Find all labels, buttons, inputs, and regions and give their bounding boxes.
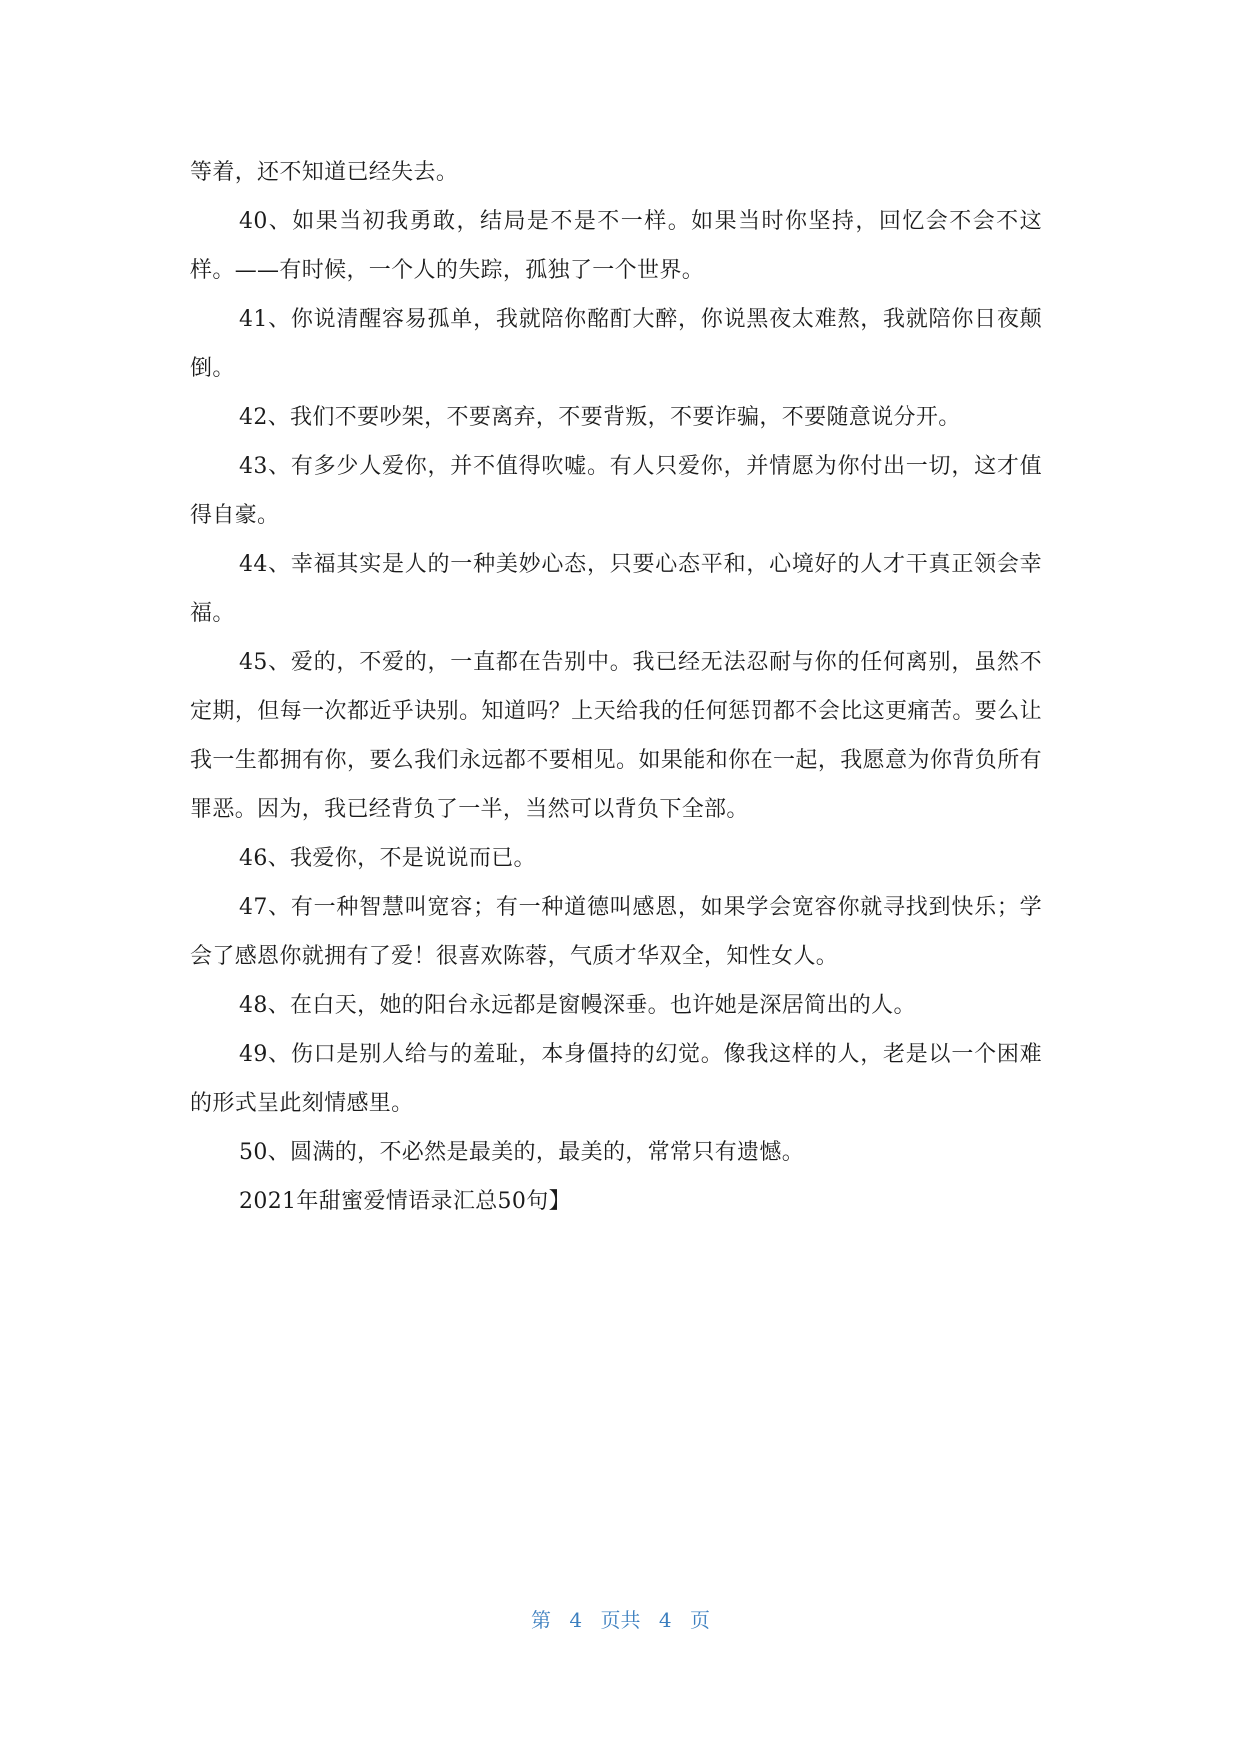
- paragraph: 等着，还不知道已经失去。: [190, 160, 459, 185]
- paragraph: 45、爱的，不爱的，一直都在告别中。我已经无法忍耐与你的任何离别，虽然不定期，但每一次都近乎诀别。知道吗？上天给我的任何惩罚都不会比这更痛苦。要么让我一生都拥有你，要么我们永远都不要相见。如果能和你在一起，我愿意为你背负所有罪恶。因为，我已经背负了一半，当然可以背负下全部。: [190, 650, 1042, 822]
- page-label-middle: 页共: [600, 1608, 641, 1632]
- page-label-suffix: 页: [689, 1608, 710, 1632]
- paragraph: 50、圆满的，不必然是最美的，最美的，常常只有遗憾。: [239, 1140, 805, 1165]
- document-body: [190, 148, 1042, 1226]
- paragraph: 41、你说清醒容易孤单，我就陪你酩酊大醉，你说黑夜太难熬，我就陪你日夜颠倒。: [190, 307, 1042, 381]
- paragraph: 49、伤口是别人给与的羞耻，本身僵持的幻觉。像我这样的人，老是以一个困难的形式呈此刻情感里。: [190, 1042, 1042, 1116]
- paragraph: 43、有多少人爱你，并不值得吹嘘。有人只爱你，并情愿为你付出一切，这才值得自豪。: [190, 454, 1042, 528]
- page-label-prefix: 第: [531, 1608, 552, 1632]
- paragraph: 40、如果当初我勇敢，结局是不是不一样。如果当时你坚持，回忆会不会不这样。——有时候，一个人的失踪，孤独了一个世界。: [190, 209, 1042, 283]
- paragraph: 48、在白天，她的阳台永远都是窗幔深垂。也许她是深居简出的人。: [239, 993, 916, 1018]
- paragraph: 47、有一种智慧叫宽容；有一种道德叫感恩，如果学会宽容你就寻找到快乐；学会了感恩你就拥有了爱！很喜欢陈蓉，气质才华双全，知性女人。: [190, 895, 1042, 969]
- paragraph: 46、我爱你，不是说说而已。: [239, 846, 536, 871]
- paragraph: 44、幸福其实是人的一种美妙心态，只要心态平和，心境好的人才干真正领会幸福。: [190, 552, 1042, 626]
- total-pages-number: 4: [658, 1608, 672, 1632]
- page-footer: [0, 1604, 1241, 1633]
- paragraph: 42、我们不要吵架，不要离弃，不要背叛，不要诈骗，不要随意说分开。: [239, 405, 961, 430]
- document-title-closing: 2021年甜蜜爱情语录汇总50句】: [239, 1189, 571, 1214]
- current-page-number: 4: [569, 1608, 583, 1632]
